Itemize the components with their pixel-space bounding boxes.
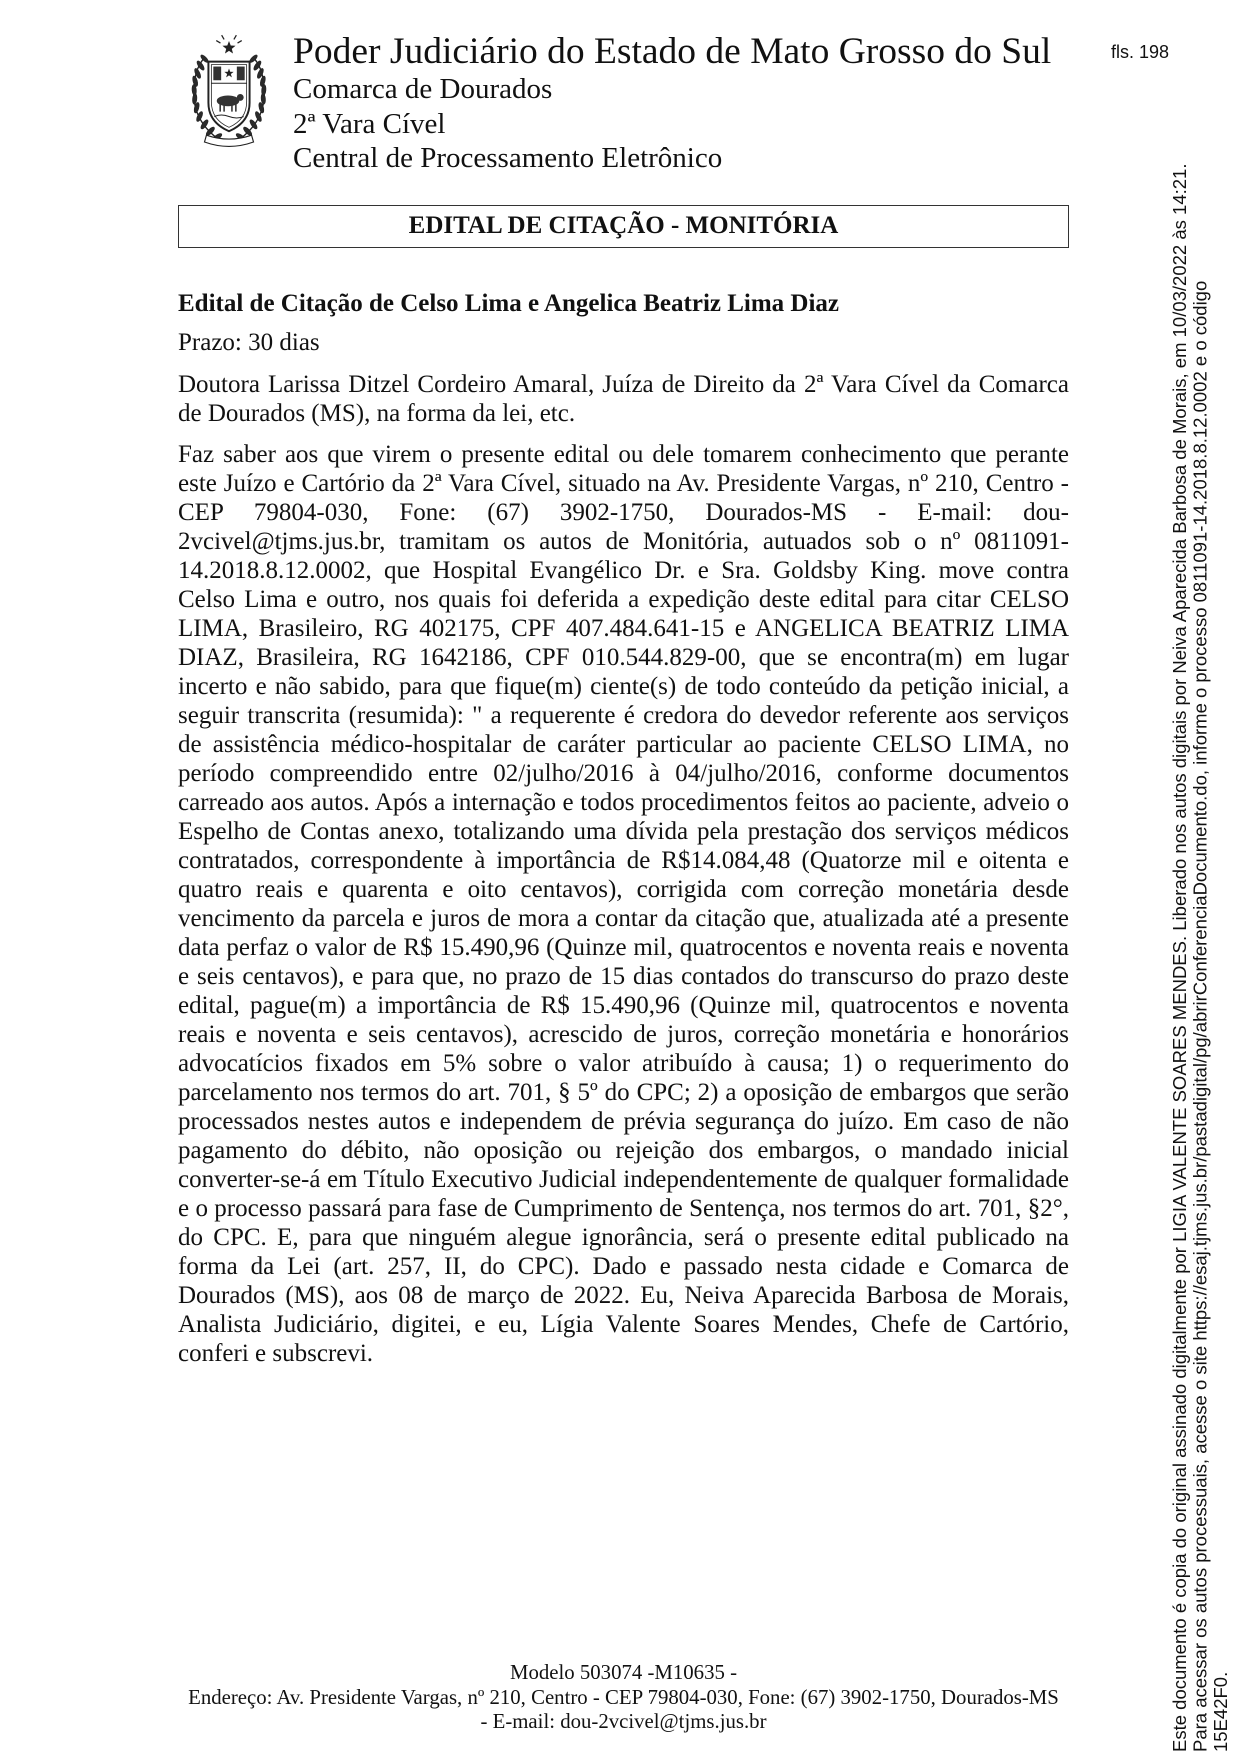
shield: [208, 62, 249, 132]
edict-paragraph: Faz saber aos que virem o presente edital ou dele tomarem conhecimento que perante este Juízo e Cartório da 2ª Vara Cível, situado na Av. Presidente Vargas, nº 210, Centro - CEP 79804-030, Fone: (67) 3902-1750, Dourados-MS - E-mail: dou-2vcivel@tjms.jus.br, tramitam os autos de Monitória, autuados sob o nº 0811091-14.2018.8.12.0002, que Hospital Evangélico Dr. e Sra. Goldsby King. move contra Celso Lima e outro, nos quais foi deferida a expedição deste edital para citar CELSO LIMA, Brasileiro, RG 402175, CPF 407.484.641-15 e ANGELICA BEATRIZ LIMA DIAZ, Brasileira, RG 1642186, CPF 010.544.829-00, que se encontra(m) em lugar incerto e não sabido, para que fique(m) ciente(s) de todo conteúdo da petição inicial, a seguir transcrita (resumida): " a requerente é credora do devedor referente aos serviços de assistência médico-hospitalar de caráter particular ao paciente CELSO LIMA, no período compreendido entre 02/julho/2016 à 04/julho/2016, conforme documentos carreado aos autos. Após a internação e todos procedimentos feitos ao paciente, adveio o Espelho de Contas anexo, totalizando uma dívida pela prestação dos serviços médicos contratados, correspondente à importância de R$14.084,48 (Quatorze mil e oitenta e quatro reais e quarenta e oito centavos), corrigida com correção monetária desde vencimento da parcela e juros de mora a contar da citação que, atualizada até a presente data perfaz o valor de R$ 15.490,96 (Quinze mil, quatrocentos e noventa reais e noventa e seis centavos), e para que, no prazo de 15 dias contados do transcurso do prazo deste edital, pague(m) a importância de R$ 15.490,96 (Quinze mil, quatrocentos e noventa reais e noventa e seis centavos), acrescido de juros, correção monetária e honorários advocatícios fixados em 5% sobre o valor atribuído à causa; 1) o requerimento do parcelamento nos termos do art. 701, § 5º do CPC; 2) a oposição de embargos que serão processados nestes autos e independem de prévia segurança do juízo. Em caso de não pagamento do débito, não oposição ou rejeição dos embargos, o mandado inicial converter-se-á em Título Executivo Judicial independentemente de qualquer formalidade e o processo passará para fase de Cumprimento de Sentença, nos termos do art. 701, §2°, do CPC. E, para que ninguém alegue ignorância, será o presente edital publicado na forma da Lei (art. 257, II, do CPC). Dado e passado nesta cidade e Comarca de Dourados (MS), aos 08 de março de 2022. Eu, Neiva Aparecida Barbosa de Morais, Analista Judiciário, digitei, e eu, Lígia Valente Soares Mendes, Chefe de Cartório, conferi e subscrevi.: [178, 441, 1069, 1367]
footer-model: Modelo 503074 -M10635 -: [509, 1661, 738, 1684]
court-header: [293, 32, 1051, 176]
signature-note-line: 15E42F0.: [1210, 1671, 1231, 1752]
signature-note-line: Para acessar os autos processuais, acesse o site https://esaj.tjms.jus.br/pastadigital/pg/abrirConferenciaDocumento.do, informe o processo 0811091-14.2018.8.12.0002 e o código: [1189, 280, 1211, 1752]
edict-heading: Edital de Citação de Celso Lima e Angelica Beatriz Lima Diaz: [178, 290, 840, 317]
digital-signature-note: [1170, 132, 1232, 1752]
page-footer: [178, 1661, 1069, 1735]
page-number: fls. 198: [1111, 42, 1170, 62]
signature-note-line: Este documento é copia do original assinado digitalmente por LIGIA VALENTE SOARES MENDES. Liberado nos autos digitais por Neiva Aparecida Barbosa de Morais, em 10/03/2022 às 14:21.: [1169, 163, 1190, 1752]
deadline-text: Prazo: 30 dias: [178, 329, 320, 356]
judge-paragraph: Doutora Larissa Ditzel Cordeiro Amaral, Juíza de Direito da 2ª Vara Cível da Comarca de Dourados (MS), na forma da lei, etc.: [178, 371, 1069, 427]
footer-email: - E-mail: dou-2vcivel@tjms.jus.br: [480, 1710, 767, 1733]
court-title: Poder Judiciário do Estado de Mato Grosso do Sul: [293, 31, 1052, 72]
document-body: [178, 289, 1069, 1368]
coat-of-arms-icon: [180, 34, 278, 152]
court-division: 2ª Vara Cível: [293, 107, 446, 140]
footer-address: Endereço: Av. Presidente Vargas, nº 210, Centro - CEP 79804-030, Fone: (67) 3902-1750, Dourados-MS: [188, 1685, 1059, 1709]
ribbon: [205, 135, 254, 146]
document-title-box: EDITAL DE CITAÇÃO - MONITÓRIA: [178, 205, 1069, 248]
district-name: Comarca de Dourados: [293, 73, 553, 105]
processing-center: Central de Processamento Eletrônico: [293, 142, 723, 174]
emblem-star: [222, 41, 235, 53]
